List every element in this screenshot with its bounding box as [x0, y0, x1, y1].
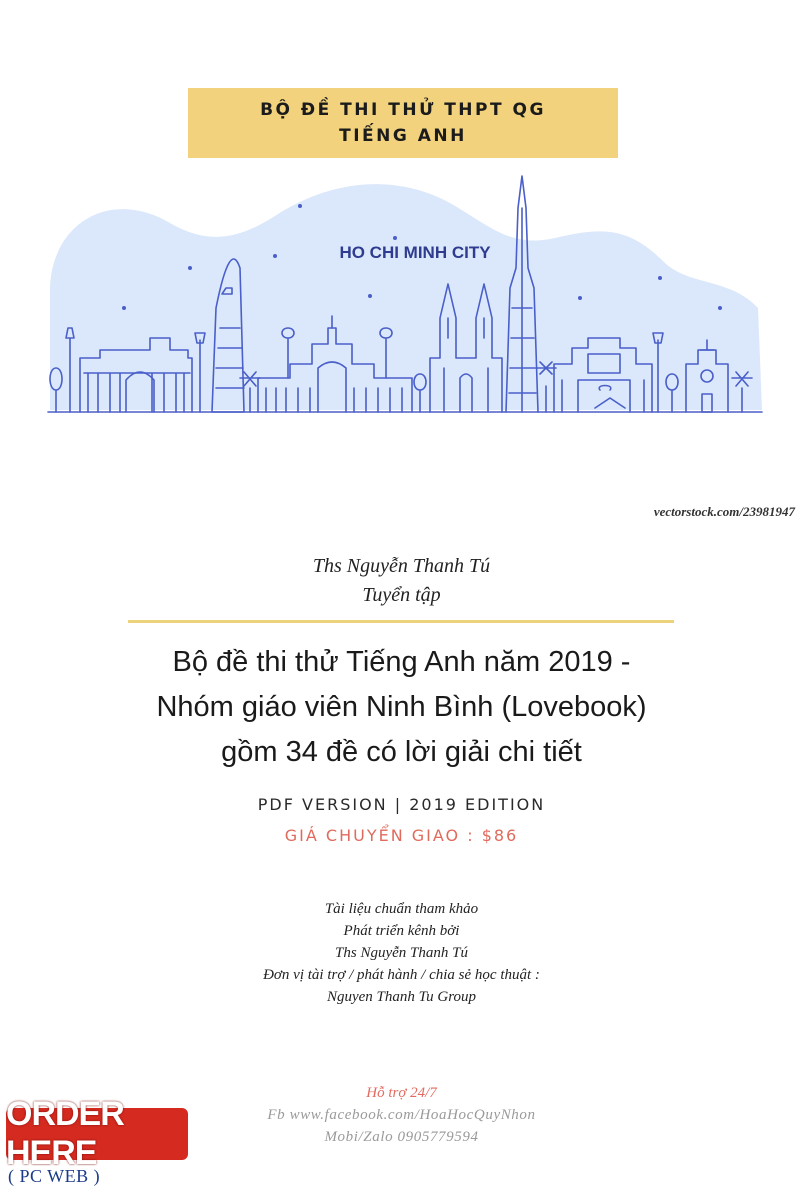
header-banner — [188, 88, 618, 158]
phone-contact[interactable]: Mobi/Zalo 0905779594 — [324, 1129, 479, 1145]
title-line-3: gồm 34 đề có lời giải chi tiết — [221, 736, 582, 768]
info-line-5: Nguyen Thanh Tu Group — [326, 989, 477, 1005]
order-here-button[interactable]: ORDER HERE — [6, 1108, 188, 1160]
info-line-2: Phát triển kênh bởi — [343, 923, 460, 939]
image-credit: vectorstock.com/23981947 — [653, 504, 795, 519]
title-line-1: Bộ đề thi thử Tiếng Anh năm 2019 - — [172, 646, 631, 678]
city-skyline-illustration — [40, 168, 770, 420]
info-line-3: Ths Nguyễn Thanh Tú — [335, 945, 468, 961]
info-block — [0, 898, 803, 1008]
author-block — [0, 552, 803, 610]
author-subtitle: Tuyển tập — [362, 584, 441, 606]
city-label: HO CHI MINH CITY — [339, 243, 491, 262]
price-label: GIÁ CHUYỂN GIAO : $86 — [284, 826, 519, 845]
divider-rule — [128, 620, 674, 623]
banner-line-2: TIẾNG ANH — [339, 126, 467, 146]
info-line-4: Đơn vị tài trợ / phát hành / chia sẻ học thuật : — [263, 967, 540, 983]
pc-web-link[interactable]: ( PC WEB ) — [8, 1166, 101, 1186]
author-name: Ths Nguyễn Thanh Tú — [312, 555, 491, 577]
skyline-background-blob — [50, 184, 762, 410]
info-line-1: Tài liệu chuẩn tham khảo — [324, 901, 479, 917]
banner-line-1: BỘ ĐỀ THI THỬ THPT QG — [260, 100, 546, 120]
edition-label: PDF VERSION | 2019 EDITION — [257, 795, 546, 814]
support-hours: Hỗ trợ 24/7 — [366, 1085, 437, 1101]
book-title — [0, 640, 803, 775]
facebook-link[interactable]: Fb www.facebook.com/HoaHocQuyNhon — [267, 1107, 536, 1123]
title-line-2: Nhóm giáo viên Ninh Bình (Lovebook) — [156, 691, 647, 723]
